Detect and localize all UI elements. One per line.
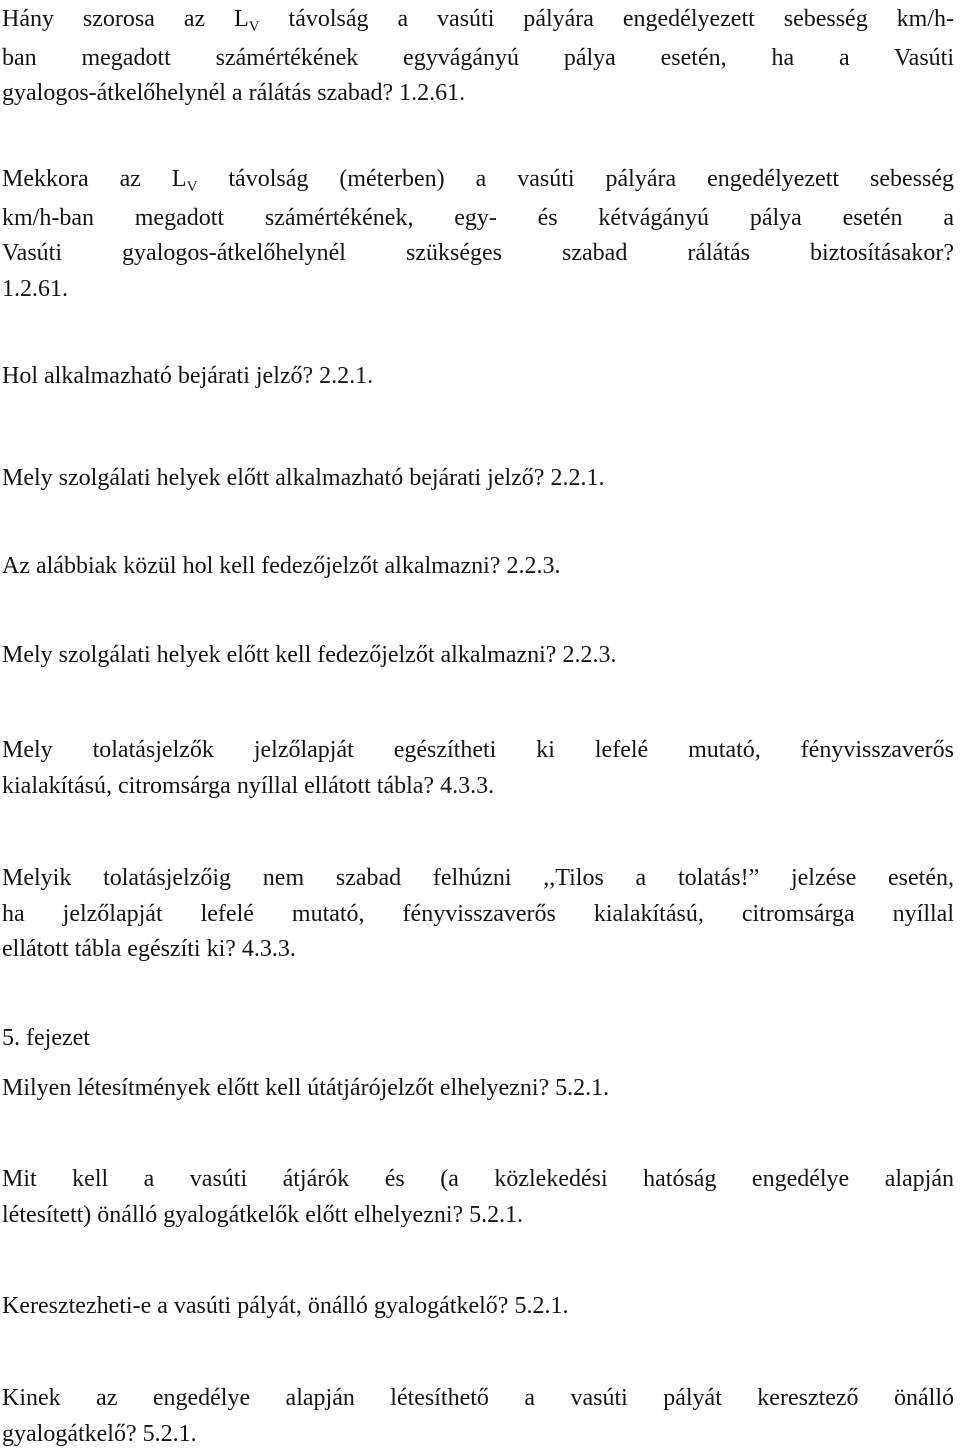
- question-8-line-3: ellátott tábla egészíti ki? 4.3.3.: [2, 932, 954, 968]
- question-2-line-3: Vasúti gyalogos-átkelőhelynél szükséges szabad rálátás biztosításakor?: [2, 236, 954, 272]
- question-1-line-2: ban megadott számértékének egyvágányú pálya esetén, ha a Vasúti: [2, 41, 954, 77]
- question-2-line-1-rest: távolság (méterben) a vasúti pályára engedélyezett sebesség: [197, 166, 954, 192]
- question-2-line-1: [2, 162, 954, 201]
- question-2: [2, 162, 954, 307]
- question-8: [2, 861, 954, 968]
- question-10: [2, 1162, 954, 1233]
- question-7: [2, 733, 954, 804]
- question-1-line-1: [2, 2, 954, 41]
- question-10-line-2: létesített) önálló gyalogátkelők előtt elhelyezni? 5.2.1.: [2, 1198, 954, 1234]
- chapter-heading: [2, 1021, 954, 1057]
- question-8-line-2: ha jelzőlapját lefelé mutató, fényvisszaverős kialakítású, citromsárga nyíllal: [2, 897, 954, 933]
- question-12-line-1: Kinek az engedélye alapján létesíthető a vasúti pályát keresztező önálló: [2, 1381, 954, 1417]
- question-1: [2, 2, 954, 112]
- question-3: [2, 359, 954, 395]
- question-6: [2, 638, 954, 674]
- chapter-heading-text: 5. fejezet: [2, 1021, 954, 1057]
- question-6-text: Mely szolgálati helyek előtt kell fedezőjelzőt alkalmazni? 2.2.3.: [2, 638, 954, 674]
- question-7-line-2: kialakítású, citromsárga nyíllal ellátott tábla? 4.3.3.: [2, 769, 954, 805]
- question-1-line-1-rest: távolság a vasúti pályára engedélyezett sebesség km/h-: [260, 6, 954, 32]
- lv-subscript: V: [187, 179, 198, 195]
- question-2-line-1-text: Mekkora az L: [2, 166, 187, 192]
- lv-subscript: V: [249, 19, 260, 35]
- question-11: [2, 1289, 954, 1325]
- question-8-line-1: Melyik tolatásjelzőig nem szabad felhúzni ,,Tilos a tolatás!” jelzése esetén,: [2, 861, 954, 897]
- question-1-line-3: gyalogos-átkelőhelynél a rálátás szabad? 1.2.61.: [2, 76, 954, 112]
- question-3-text: Hol alkalmazható bejárati jelző? 2.2.1.: [2, 359, 954, 395]
- question-2-line-4: 1.2.61.: [2, 272, 954, 308]
- question-9-text: Milyen létesítmények előtt kell útátjárójelzőt elhelyezni? 5.2.1.: [2, 1071, 954, 1107]
- question-11-text: Keresztezheti-e a vasúti pályát, önálló gyalogátkelő? 5.2.1.: [2, 1289, 954, 1325]
- question-12: [2, 1381, 954, 1452]
- question-12-line-2: gyalogátkelő? 5.2.1.: [2, 1417, 954, 1452]
- question-5-text: Az alábbiak közül hol kell fedezőjelzőt alkalmazni? 2.2.3.: [2, 549, 954, 585]
- question-7-line-1: Mely tolatásjelzők jelzőlapját egészítheti ki lefelé mutató, fényvisszaverős: [2, 733, 954, 769]
- question-1-line-1-text: Hány szorosa az L: [2, 6, 249, 32]
- question-9: [2, 1071, 954, 1107]
- question-4: [2, 461, 954, 497]
- question-4-text: Mely szolgálati helyek előtt alkalmazható bejárati jelző? 2.2.1.: [2, 461, 954, 497]
- question-10-line-1: Mit kell a vasúti átjárók és (a közlekedési hatóság engedélye alapján: [2, 1162, 954, 1198]
- question-2-line-2: km/h-ban megadott számértékének, egy- és kétvágányú pálya esetén a: [2, 201, 954, 237]
- question-5: [2, 549, 954, 585]
